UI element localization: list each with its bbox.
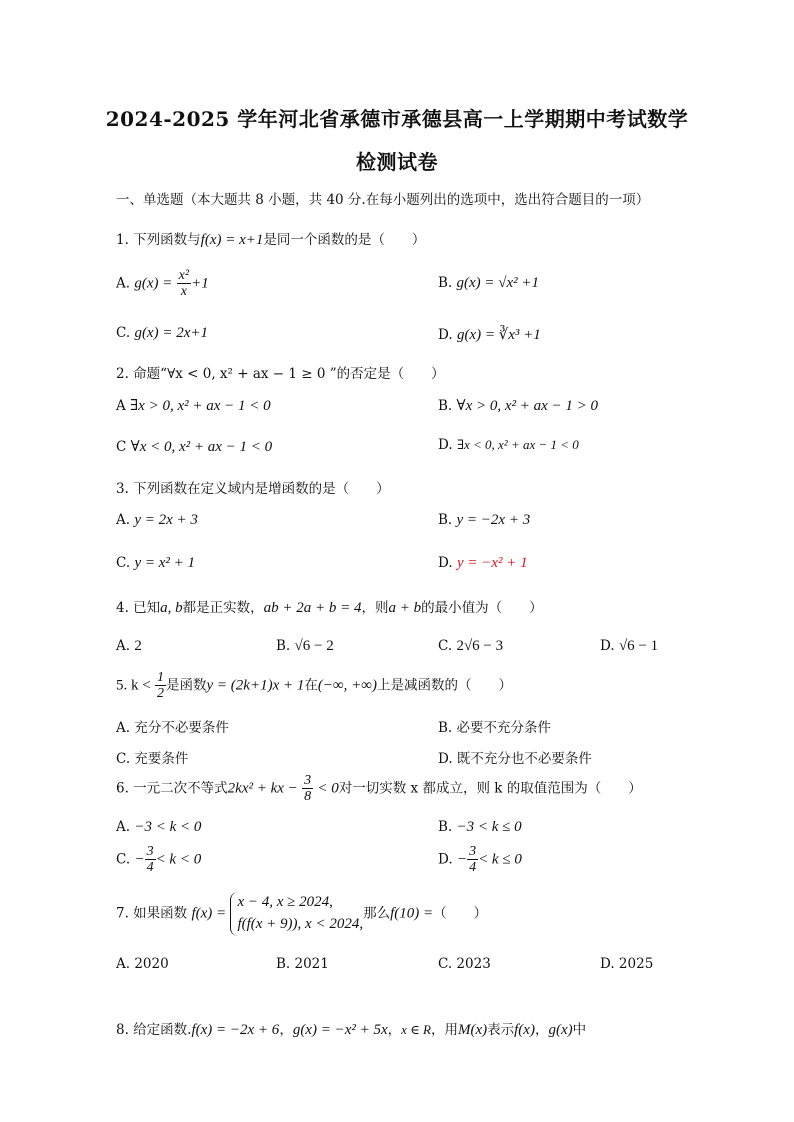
q5-pre: 5. k <	[116, 677, 151, 694]
q4-a-expr: 2	[134, 638, 142, 654]
q7-mid: 那么	[363, 905, 391, 922]
q7-option-d: D. 2025	[600, 956, 654, 972]
q7-option-a: A. 2020	[116, 956, 169, 972]
q1-a-rhs: +1	[191, 275, 209, 292]
section-heading: 一、单选题（本大题共 8 小题，共 40 分.在每小题列出的选项中，选出符合题目的一项）	[116, 192, 650, 208]
q2-option-b	[438, 396, 598, 415]
question-2-stem: 2. 命题“∀x < 0, x² + ax − 1 ≥ 0 ”的否定是（ ）	[116, 366, 445, 382]
q3-a-expr: y = 2x + 3	[134, 512, 198, 528]
q1-option-d	[438, 325, 541, 344]
option-label: A.	[116, 819, 131, 835]
q2-d-expr: ∃x < 0, x² + ax − 1 < 0	[456, 437, 579, 452]
q8-sep3: ，	[534, 1022, 549, 1038]
option-label: C.	[116, 325, 131, 341]
q6-c-pre: −	[134, 851, 145, 868]
q1-pre: 1. 下列函数与	[116, 232, 201, 248]
q6-c-num: 3	[146, 844, 154, 859]
q2-option-c	[116, 437, 272, 456]
q6-expr-right: < 0	[317, 780, 339, 797]
q8-sep2: ，	[387, 1022, 402, 1038]
q6-option-a	[116, 819, 201, 836]
q1-c-expr: g(x) = 2x+1	[134, 325, 208, 341]
q6-fraction	[302, 773, 313, 805]
q2-a-expr: ∃x > 0, x² + ax − 1 < 0	[130, 398, 271, 414]
q7-lhs: f(x) =	[191, 905, 227, 922]
q7-post: （ ）	[433, 905, 488, 922]
q5-post: 上是减函数的（ ）	[376, 677, 512, 694]
q8-g2: g(x)	[548, 1022, 573, 1038]
q1-b-expr: g(x) = √x² +1	[456, 275, 540, 291]
q4-cond: ab + 2a + b = 4	[263, 600, 362, 616]
q1-expr: f(x) = x+1	[200, 232, 264, 248]
option-label: D.	[600, 638, 615, 654]
q8-f2: f(x)	[514, 1022, 535, 1038]
option-label: A.	[116, 512, 131, 528]
q6-option-b	[438, 819, 522, 836]
q5-option-a: A. 充分不必要条件	[116, 720, 229, 736]
option-label: D.	[438, 437, 453, 453]
q7-case-1: x − 4, x ≥ 2024,	[237, 894, 333, 910]
q5-num: 1	[157, 670, 165, 685]
option-label: A.	[116, 275, 131, 292]
paper-title-line2: 检测试卷	[356, 150, 438, 174]
q5-fraction	[155, 670, 166, 702]
option-label: A.	[116, 638, 131, 654]
q3-option-c	[116, 555, 195, 572]
q4-option-c	[438, 638, 503, 655]
q8-mid2: 表示	[487, 1022, 515, 1038]
option-label: D.	[438, 851, 453, 868]
q6-a-expr: −3 < k < 0	[134, 819, 202, 835]
q4-ab: a, b	[160, 600, 183, 616]
q5-option-d: D. 既不充分也不必要条件	[438, 751, 592, 767]
q7-option-b: B. 2021	[276, 956, 329, 972]
q6-pre: 6. 一元二次不等式	[116, 780, 228, 797]
q5-option-c: C. 充要条件	[116, 751, 189, 767]
option-label: B.	[438, 398, 453, 414]
q6-c-den: 4	[146, 860, 154, 876]
q7-piecewise	[230, 892, 363, 936]
option-label: A	[116, 398, 126, 414]
q4-pre: 4. 已知	[116, 600, 161, 616]
q7-pre: 7. 如果函数	[116, 905, 188, 922]
q1-a-fraction	[177, 268, 191, 300]
option-label: B.	[438, 819, 453, 835]
q4-option-b	[276, 638, 334, 655]
q6-c-fraction	[145, 844, 156, 876]
q3-c-expr: y = x² + 1	[134, 555, 195, 571]
option-label: B.	[438, 512, 453, 528]
q8-pre: 8. 给定函数.	[116, 1022, 192, 1038]
q7-ask: f(10) =	[390, 905, 434, 922]
option-label: D.	[438, 327, 453, 343]
q1-post: 是同一个函数的是（ ）	[263, 232, 426, 248]
question-5-stem	[116, 670, 512, 702]
q4-d-expr: √6 − 1	[618, 638, 659, 654]
option-label: B.	[438, 275, 453, 291]
q2-b-expr: ∀x > 0, x² + ax − 1 > 0	[456, 398, 599, 414]
q5-mid: 是函数	[166, 677, 207, 694]
q6-option-c	[116, 844, 201, 876]
q3-b-expr: y = −2x + 3	[456, 512, 531, 528]
q4-post: 的最小值为（ ）	[421, 600, 543, 616]
q8-m: M(x)	[457, 1022, 488, 1038]
option-label: C	[116, 439, 127, 455]
question-6-stem	[116, 773, 642, 805]
q6-num: 3	[304, 773, 312, 788]
q5-mid2: 在	[304, 677, 318, 694]
q5-den: 2	[157, 686, 165, 702]
q6-d-pre: −	[456, 851, 468, 868]
q6-post: 对一切实数 x 都成立，则 k 的取值范围为（ ）	[338, 780, 642, 797]
q6-c-post: < k < 0	[155, 851, 202, 868]
q4-option-d	[600, 638, 658, 655]
q6-d-num: 3	[469, 844, 477, 859]
q8-g: g(x) = −x² + 5x	[292, 1022, 388, 1038]
option-label: C.	[116, 555, 131, 571]
q2-option-a	[116, 396, 271, 415]
q6-d-den: 4	[469, 860, 477, 876]
q8-sep: ，	[279, 1022, 293, 1038]
q8-f: f(x) = −2x + 6	[191, 1022, 280, 1038]
q4-mid: 都是正实数，	[182, 600, 264, 616]
q6-d-fraction	[467, 844, 478, 876]
q1-option-a	[116, 268, 209, 300]
q2-c-expr: ∀x < 0, x² + ax − 1 < 0	[130, 439, 273, 455]
question-7-stem	[116, 892, 487, 936]
question-3-stem: 3. 下列函数在定义域内是增函数的是（ ）	[116, 481, 390, 497]
q6-d-post: < k ≤ 0	[478, 851, 522, 868]
q5-interval: (−∞, +∞)	[317, 677, 377, 694]
q5-fn: y = (2k+1)x + 1	[206, 677, 305, 694]
option-label: D.	[438, 555, 453, 571]
option-label: C.	[116, 851, 131, 868]
q4-b-expr: √6 − 2	[294, 638, 334, 654]
q4-mid2: ，则	[361, 600, 389, 616]
q4-c-expr: 2√6 − 3	[456, 638, 504, 654]
q7-option-c: C. 2023	[438, 956, 491, 972]
q6-expr-left: 2kx² + kx −	[227, 780, 298, 797]
q1-d-expr: g(x) = ∛x³ +1	[456, 327, 541, 343]
q8-post: 中	[572, 1022, 587, 1038]
question-4-stem	[116, 596, 543, 617]
q3-option-b	[438, 512, 530, 529]
option-label: C.	[438, 638, 453, 654]
q3-d-expr: y = −x² + 1	[456, 555, 528, 571]
question-1-stem	[116, 228, 425, 249]
q1-a-lhs: g(x) =	[134, 275, 173, 292]
q3-option-d	[438, 555, 528, 572]
option-label: B.	[276, 638, 291, 654]
q1-a-num: x²	[178, 268, 190, 283]
q4-sum: a + b	[388, 600, 422, 616]
q1-a-den: x	[180, 284, 187, 300]
q4-option-a	[116, 638, 142, 655]
q1-option-c	[116, 325, 208, 342]
q5-option-b: B. 必要不充分条件	[438, 720, 552, 736]
q8-domain: x ∈ R	[401, 1022, 431, 1037]
q6-den: 8	[304, 789, 312, 805]
q8-mid: ，用	[430, 1022, 458, 1038]
q2-option-d	[438, 437, 579, 453]
q6-option-d	[438, 844, 522, 876]
question-8-stem	[116, 1018, 586, 1039]
paper-title-line1: 2024-2025 学年河北省承德市承德县高一上学期期中考试数学	[105, 107, 689, 131]
q7-case-2: f(f(x + 9)), x < 2024,	[237, 915, 364, 932]
q1-option-b	[438, 275, 539, 292]
q3-option-a	[116, 512, 198, 529]
q6-b-expr: −3 < k ≤ 0	[456, 819, 522, 835]
